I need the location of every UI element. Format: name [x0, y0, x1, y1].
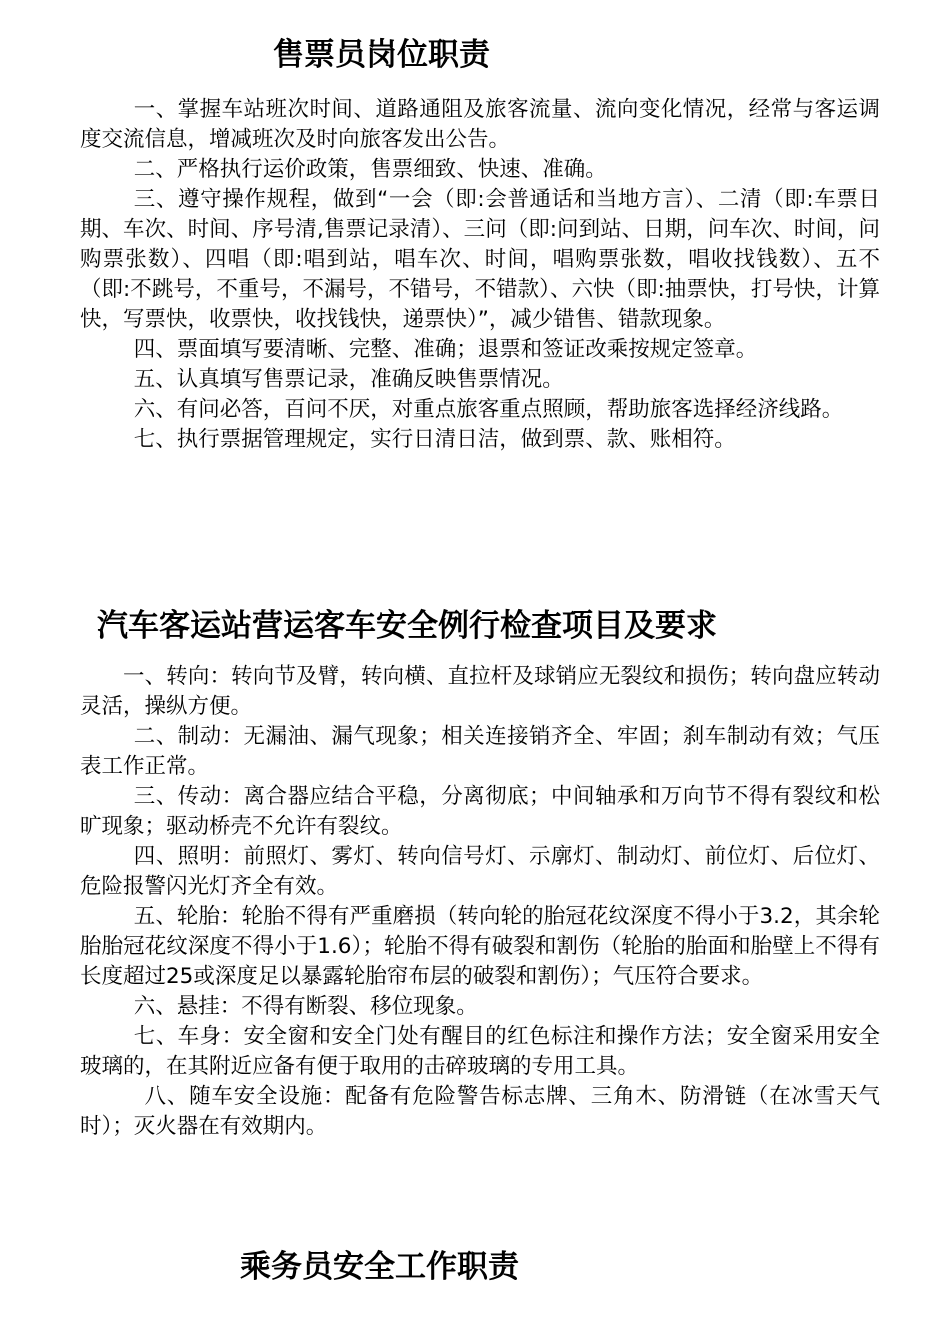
paragraph: 六、悬挂：不得有断裂、移位现象。	[133, 994, 478, 1019]
paragraph: 四、票面填写要清晰、完整、准确；退票和签证改乘按规定签章。	[133, 337, 758, 362]
paragraph: 五、认真填写售票记录，准确反映售票情况。	[133, 367, 564, 392]
paragraph: 二、制动：无漏油、漏气现象；相关连接销齐全、牢固；刹车制动有效；气压表工作正常。	[80, 724, 880, 779]
paragraph: 七、执行票据管理规定，实行日清日洁，做到票、款、账相符。	[133, 427, 736, 452]
paragraph: 八、随车安全设施：配备有危险警告标志牌、三角木、防滑链（在冰雪天气时）；灭火器在有效期内。	[80, 1084, 880, 1139]
paragraph: 七、车身：安全窗和安全门处有醒目的红色标注和操作方法；安全窗采用安全玻璃的，在其附近应备有便于取用的击碎玻璃的专用工具。	[80, 1024, 880, 1079]
paragraph: 六、有问必答，百问不厌，对重点旅客重点照顾，帮助旅客选择经济线路。	[133, 397, 844, 422]
paragraph: 五、轮胎：轮胎不得有严重磨损（转向轮的胎冠花纹深度不得小于3.2，其余轮胎胎冠花纹深度不得小于1.6）；轮胎不得有破裂和割伤（轮胎的胎面和胎壁上不得有长度超过25或深度足以暴露轮胎帘布层的破裂和割伤）；气压符合要求。	[80, 904, 880, 989]
paragraph: 二、严格执行运价政策，售票细致、快速、准确。	[133, 157, 607, 182]
paragraph: 四、照明：前照灯、雾灯、转向信号灯、示廓灯、制动灯、前位灯、后位灯、危险报警闪光灯齐全有效。	[80, 844, 880, 899]
section-title-vehicle-safety-inspection: 汽车客运站营运客车安全例行检查项目及要求	[97, 608, 717, 644]
paragraph: 一、掌握车站班次时间、道路通阻及旅客流量、流向变化情况，经常与客运调度交流信息，增减班次及时向旅客发出公告。	[80, 97, 880, 152]
section-title-attendant-safety-duties: 乘务员安全工作职责	[240, 1249, 519, 1285]
paragraph: 一、转向：转向节及臂，转向横、直拉杆及球销应无裂纹和损伤；转向盘应转动灵活，操纵方便。	[80, 664, 880, 719]
section-ticket-seller-duties	[80, 95, 880, 455]
paragraph: 三、遵守操作规程，做到“一会（即:会普通话和当地方言）、二清（即:车票日期、车次、时间、序号清,售票记录清）、三问（即:问到站、日期，问车次、时间，问购票张数）、四唱（即:唱到站，唱车次、时间，唱购票张数，唱收找钱数）、五不（即:不跳号，不重号，不漏号，不错号，不错款）、六快（即:抽票快，打号快，计算快，写票快，收票快，收找钱快，递票快）”，减少错售、错款现象。	[80, 187, 880, 332]
paragraph: 三、传动：离合器应结合平稳，分离彻底；中间轴承和万向节不得有裂纹和松旷现象；驱动桥壳不允许有裂纹。	[80, 784, 880, 839]
section-title-ticket-seller-duties: 售票员岗位职责	[273, 37, 490, 73]
section-vehicle-safety-inspection	[80, 662, 880, 1142]
